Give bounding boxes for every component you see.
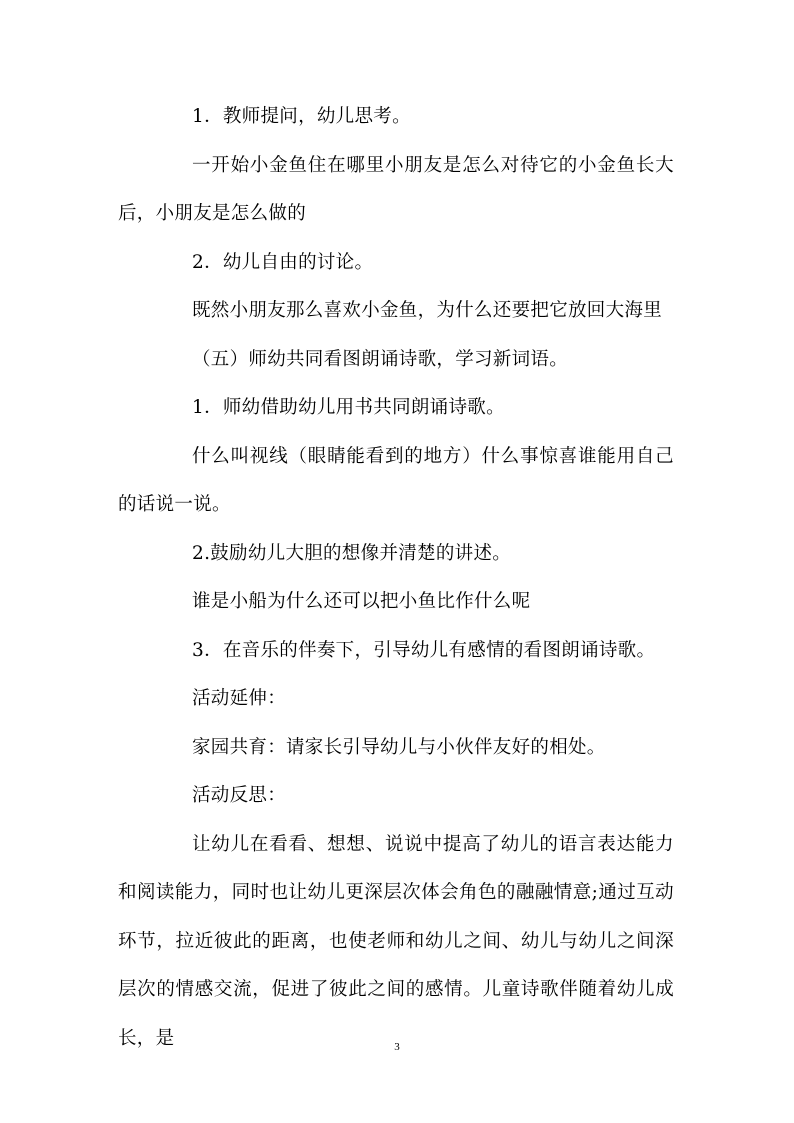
paragraph-11: 活动延伸： [192,688,287,709]
page-number: 3 [394,1041,400,1053]
paragraph-5: （五）师幼共同看图朗诵诗歌，学习新词语。 [192,348,569,370]
paragraph-9: 谁是小船为什么还可以把小鱼比作什么呢 [192,591,531,612]
paragraph-1: 1．教师提问，幼儿思考。 [192,106,411,127]
paragraph-12: 家园共育：请家长引导幼儿与小伙伴友好的相处。 [192,736,606,758]
paragraph-10: 3．在音乐的伴奏下，引导幼儿有感情的看图朗诵诗歌。 [192,639,656,661]
paragraph-7: 什么叫视线（眼睛能看到的地方）什么事惊喜谁能用自己的话说一说。 [118,445,674,515]
paragraph-6: 1．师幼借助幼儿用书共同朗诵诗歌。 [192,397,505,418]
paragraph-13: 活动反思： [192,785,287,806]
paragraph-3: 2．幼儿自由的讨论。 [192,251,374,273]
paragraph-8: 2.鼓励幼儿大胆的想像并清楚的讲述。 [192,542,512,564]
paragraph-2: 一开始小金鱼住在哪里小朋友是怎么对待它的小金鱼长大后，小朋友是怎么做的 [118,154,674,224]
document-body [118,93,674,1063]
paragraph-14: 让幼儿在看看、想想、说说中提高了幼儿的语言表达能力和阅读能力，同时也让幼儿更深层次体会角色的融融情意;通过互动环节，拉近彼此的距离，也使老师和幼儿之间、幼儿与幼儿之间深层次的情感交流，促进了彼此之间的感情。儿童诗歌伴随着幼儿成长，是 [118,833,674,1049]
paragraph-4: 既然小朋友那么喜欢小金鱼，为什么还要把它放回大海里 [192,300,663,321]
